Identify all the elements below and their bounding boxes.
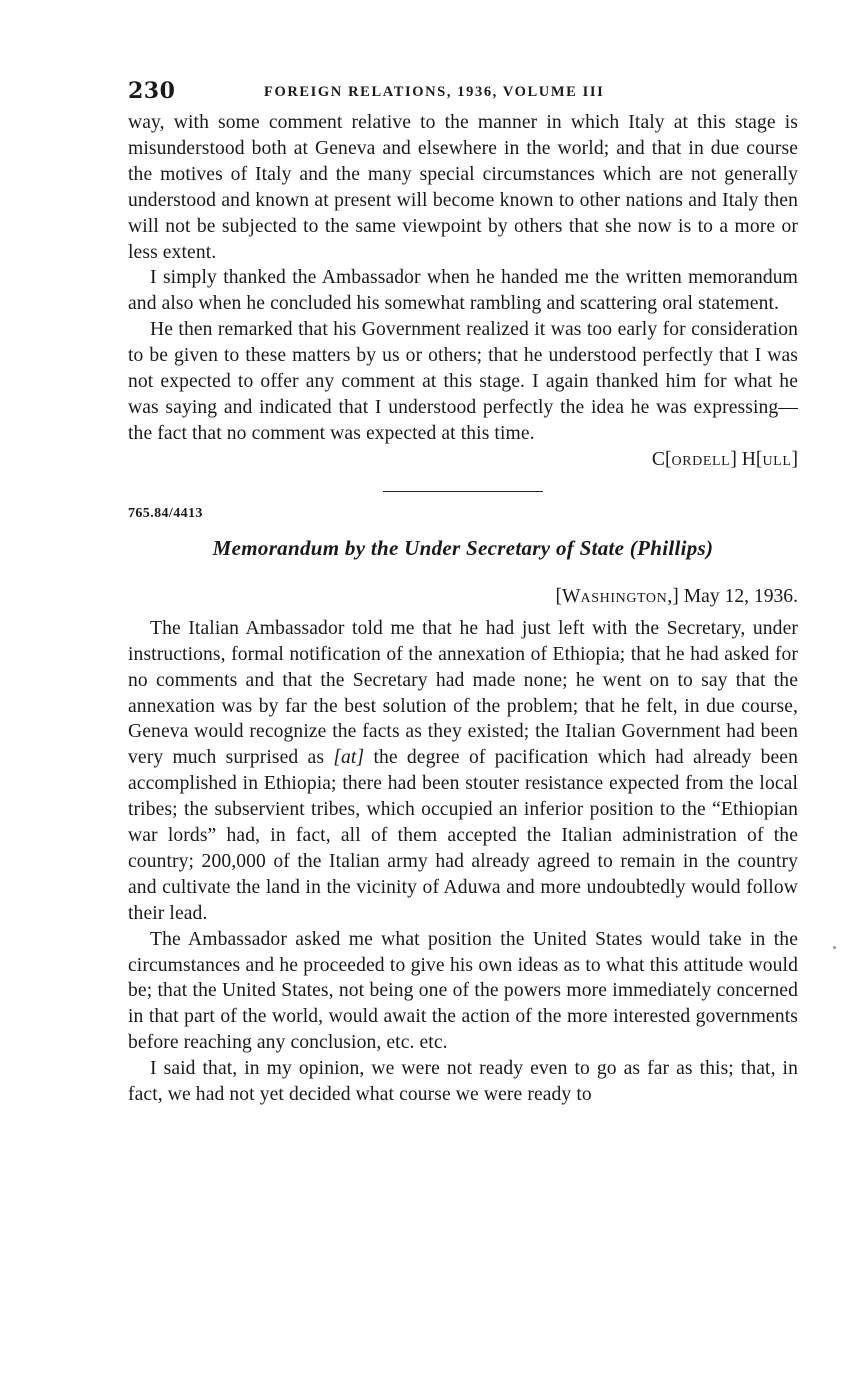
- signature-part-end: ]: [791, 448, 798, 470]
- continuation-paragraph-2: I simply thanked the Ambassador when he handed me the written memorandum and also when he concluded his somewhat rambling and scattering oral statement.: [128, 267, 798, 315]
- file-number: 765.84/4413: [128, 505, 203, 521]
- memorandum-paragraph-1-b: the degree of pacification which had already been accomplished in Ethiopia; there had been stouter resistance expected from the local tribes; the subservient tribes, which occupied an inferior position to the “Ethiopian war lords” had, in fact, all of them accepted the Italian administration of the country; 200,000 of the Italian army had already agreed to remain in the country and cultivate the land in the vicinity of Aduwa and more undoubtedly would follow their lead.: [128, 747, 798, 924]
- section-divider: [383, 491, 543, 492]
- signature-part-c: C[: [651, 448, 672, 470]
- continuation-paragraph-1: way, with some comment relative to the manner in which Italy at this stage is misunderstood both at Geneva and elsewhere in the world; and that in due course the motives of Italy and the many special circumstances which are not generally understood and known at present will become known to other nations and Italy then will not be subjected to the same viewpoint by others that she now is to a more or less extent.: [128, 112, 798, 263]
- memorandum-paragraph-1-a: The Italian Ambassador told me that he had just left with the Secretary, under instructions, formal notification of the annexation of Ethiopia; that he had asked for no comments and that the Secretary had made none; he went on to say that the annexation was by far the best solution of the problem; that he felt, in due course, Geneva would recognize the facts as they existed; the Italian Government had been very much surprised as: [128, 617, 798, 769]
- continuation-paragraph-3: He then remarked that his Government realized it was too early for consideration to be given to these matters by us or others; that he understood perfectly that I was not expected to offer any comment at this stage. I again thanked him for what he was saying and indicated that I understood perfectly the idea he was expressing—the fact that no comment was expected at this time.: [128, 319, 798, 444]
- book-page: [128, 76, 798, 1108]
- signature-part-ull: ULL: [762, 453, 792, 469]
- dateline-date: May 12, 1936.: [683, 585, 798, 607]
- page-number: 230: [128, 78, 176, 104]
- dateline-place: ASHINGTON: [580, 590, 668, 606]
- running-head: [128, 76, 798, 110]
- memorandum-paragraph-3: I said that, in my opinion, we were not ready even to go as far as this; that, in fact, we had not yet decided what course we were ready to: [128, 1058, 798, 1106]
- document-title: Memorandum by the Under Secretary of State (Phillips): [212, 535, 714, 560]
- memorandum-text: [128, 616, 798, 1108]
- continuation-text: [128, 110, 798, 447]
- dateline-open: [W: [555, 585, 581, 607]
- dateline-close: ,]: [667, 585, 679, 607]
- signature-cordell-hull: [128, 447, 798, 475]
- editorial-insertion: [at]: [333, 747, 365, 769]
- running-title: FOREIGN RELATIONS, 1936, VOLUME III: [264, 84, 605, 100]
- margin-speck: [833, 946, 836, 949]
- signature-part-mid: ] H[: [730, 448, 763, 470]
- memorandum-paragraph-2: The Ambassador asked me what position the United States would take in the circumstances and he proceeded to give his own ideas as to what this attitude would be; that the United States, not being one of the powers more immediately concerned in that part of the world, would await the action of the more interested governments before reaching any conclusion, etc. etc.: [128, 928, 798, 1054]
- signature-part-ordell: ORDELL: [671, 453, 731, 469]
- memorandum-paragraph-1: [128, 616, 798, 927]
- dateline: [128, 584, 798, 612]
